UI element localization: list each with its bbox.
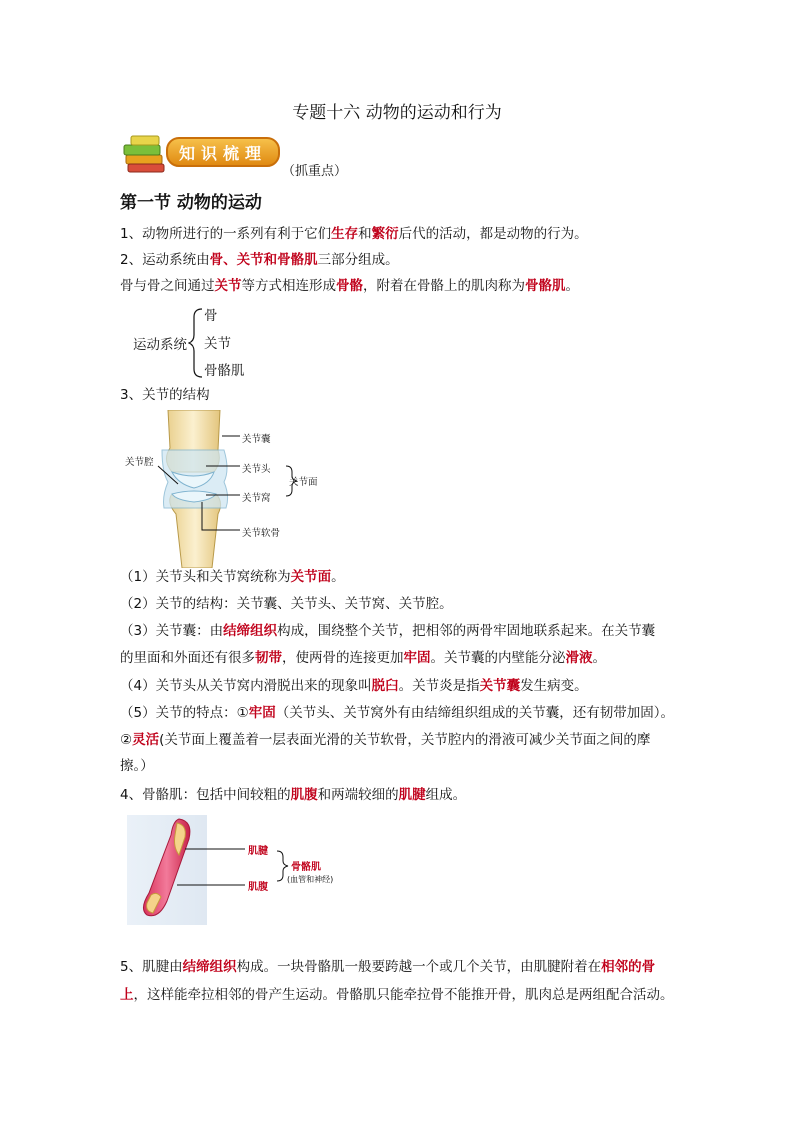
paragraph-1: 1、动物所进行的一系列有利于它们生存和繁衍后代的活动，都是动物的行为。 (120, 226, 588, 242)
paragraph-6: 5、肌腱由结缔组织构成。一块骨骼肌一般要跨越一个或几个关节，由肌腱附着在相邻的骨 (120, 959, 656, 975)
item-5-end: 擦。） (120, 758, 154, 774)
muscle-name-label: 骨骼肌 (291, 862, 321, 873)
item-1: （1）关节头和关节窝统称为关节面。 (120, 569, 345, 585)
knowledge-badge (122, 131, 282, 175)
tree-brace (188, 305, 204, 381)
joint-socket-label: 关节窝 (242, 493, 271, 504)
item-3-cont: 的里面和外面还有很多韧带，使两骨的连接更加牢固。关节囊的内壁能分泌滑液。 (120, 650, 606, 666)
item-5-cont: ②灵活(关节面上覆盖着一层表面光滑的关节软骨，关节腔内的滑液可减少关节面之间的摩 (120, 732, 651, 748)
item-5: （5）关节的特点：①牢固（关节头、关节窝外有由结缔组织组成的关节囊，还有韧带加固）。 (120, 705, 674, 721)
section-heading: 第一节 动物的运动 (120, 193, 262, 213)
tree-item: 骨骼肌 (204, 363, 245, 379)
page-title: 专题十六 动物的运动和行为 (292, 103, 502, 123)
joint-cartilage-label: 关节软骨 (242, 528, 281, 539)
paragraph-2: 2、运动系统由骨、关节和骨骼肌三部分组成。 (120, 252, 399, 268)
badge-label: 知识梳理 (166, 137, 280, 167)
paragraph-6-cont: 上，这样能牵拉相邻的骨产生运动。骨骼肌只能牵拉骨不能推开骨，肌肉总是两组配合活动。 (120, 987, 674, 1003)
books-icon (122, 131, 172, 175)
joint-diagram (122, 410, 322, 568)
joint-cavity-label: 关节腔 (125, 457, 154, 468)
item-3: （3）关节囊：由结缔组织构成，围绕整个关节，把相邻的两骨牢固地联系起来。在关节囊 (120, 623, 656, 639)
muscle-sub-label: (血管和神经) (287, 875, 334, 884)
belly-label: 肌腹 (248, 882, 268, 893)
tree-item: 关节 (204, 336, 231, 352)
paragraph-3: 骨与骨之间通过关节等方式相连形成骨骼，附着在骨骼上的肌肉称为骨骼肌。 (120, 278, 579, 294)
joint-head-label: 关节头 (242, 464, 271, 475)
item-4: （4）关节头从关节窝内滑脱出来的现象叫脱臼。关节炎是指关节囊发生病变。 (120, 678, 588, 694)
joint-capsule-label: 关节囊 (242, 434, 271, 445)
tendon-label: 肌腱 (248, 846, 268, 857)
paragraph-4: 3、关节的结构 (120, 387, 210, 403)
badge-note: （抓重点） (282, 164, 348, 179)
tree-root-label: 运动系统 (133, 337, 187, 353)
paragraph-5: 4、骨骼肌：包括中间较粗的肌腹和两端较细的肌腱组成。 (120, 787, 467, 803)
joint-surface-label: 关节面 (289, 477, 318, 488)
item-2: （2）关节的结构：关节囊、关节头、关节窝、关节腔。 (120, 596, 453, 612)
tree-item: 骨 (204, 308, 218, 324)
